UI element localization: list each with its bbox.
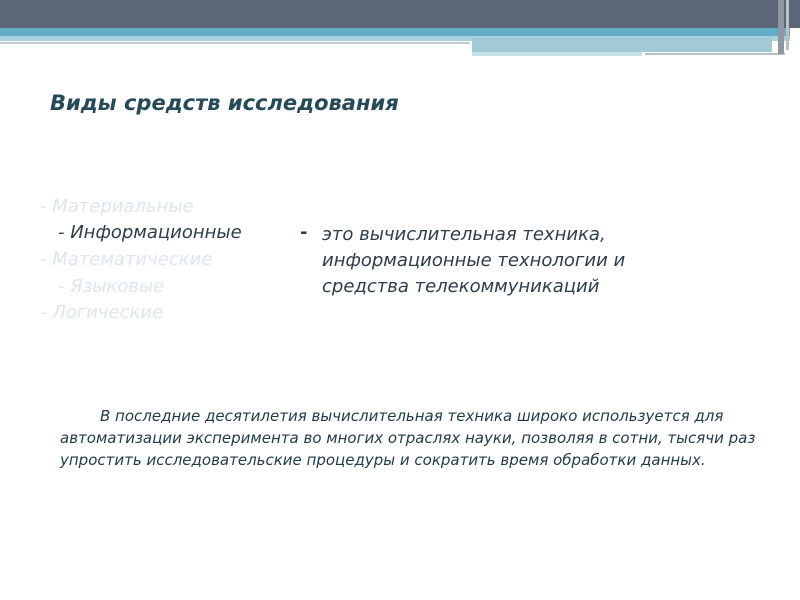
list-item-logic: - Логические	[40, 302, 164, 323]
slide-title: Виды средств исследования	[50, 91, 399, 115]
definition-block	[322, 222, 742, 300]
list-item-information: - Информационные	[58, 222, 242, 243]
header-right-edge	[778, 0, 784, 54]
body-paragraph: В последние десятилетия вычислительная техника широко используется для автоматизации эксперимента во многих отраслях науки, позволяя в сотни, тысячи раз упростить исследовательские процедуры и сократить время обработки данных.	[60, 407, 756, 469]
definition-line-3: средства телекоммуникаций	[322, 276, 600, 297]
list-item-language: - Языковые	[58, 276, 165, 297]
definition-line-2: информационные технологии и	[322, 250, 626, 271]
header-band-dark	[0, 0, 800, 28]
header-rule-right	[645, 53, 785, 55]
header-right-edge-light	[786, 0, 789, 50]
list-item-math: - Математические	[40, 249, 213, 270]
header-step-block-lower	[472, 52, 642, 56]
header-band-cyan	[0, 28, 790, 36]
definition-dash: -	[300, 222, 308, 243]
header-rule-left	[0, 42, 470, 44]
list-item-material: - Материальные	[40, 196, 194, 217]
definition-line-1: это вычислительная техника,	[322, 224, 606, 245]
header-step-block	[472, 38, 772, 52]
